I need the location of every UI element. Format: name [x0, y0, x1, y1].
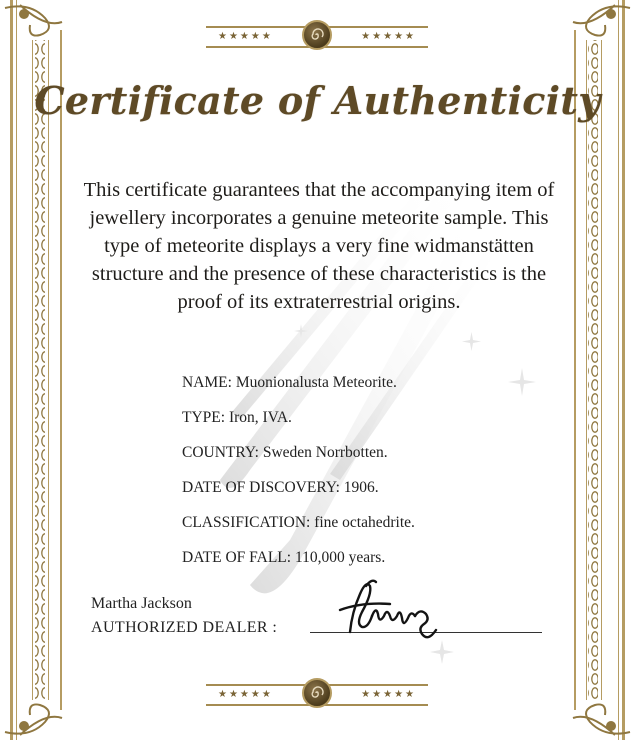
handwritten-signature — [332, 572, 452, 652]
detail-value: 110,000 years. — [294, 549, 386, 566]
certificate-title: Certificate of Authenticity — [34, 78, 601, 123]
detail-value: fine octahedrite. — [314, 514, 415, 531]
detail-row-type — [182, 403, 522, 438]
detail-row-discovery — [182, 473, 522, 508]
top-ornament-stars-left: ★★★★★ — [218, 31, 273, 42]
detail-value: Muonionalusta Meteorite. — [235, 374, 397, 391]
detail-label: DATE OF FALL: — [182, 549, 292, 566]
corner-flourish-top-left — [5, 5, 62, 36]
swirl-medallion-icon — [302, 678, 332, 708]
top-ornament — [206, 22, 428, 52]
detail-value: 1906. — [343, 479, 379, 496]
corner-flourish-bottom-right — [573, 704, 630, 735]
bottom-ornament — [206, 680, 428, 710]
detail-row-country — [182, 438, 522, 473]
detail-value: Iron, IVA. — [228, 409, 292, 426]
detail-row-classification — [182, 508, 522, 543]
dealer-label: AUTHORIZED DEALER : — [91, 619, 278, 636]
dealer-name: Martha Jackson — [91, 595, 192, 612]
detail-label: CLASSIFICATION: — [182, 514, 311, 531]
top-ornament-stars-right: ★★★★★ — [361, 31, 416, 42]
corner-flourish-bottom-left — [5, 704, 62, 735]
detail-row-name — [182, 368, 522, 403]
detail-label: COUNTRY: — [182, 444, 259, 461]
meteorite-details — [182, 368, 522, 578]
bottom-ornament-stars-left: ★★★★★ — [218, 689, 273, 700]
bottom-ornament-stars-right: ★★★★★ — [361, 689, 416, 700]
detail-label: NAME: — [182, 374, 232, 391]
detail-label: DATE OF DISCOVERY: — [182, 479, 340, 496]
certificate-body-text: This certificate guarantees that the accompanying item of jewellery incorporates a genuine meteorite sample. This type of meteorite displays a very fine widmanstätten structure and the presence of these characteristics is the proof of its extraterrestrial origins. — [83, 179, 555, 313]
detail-value: Sweden Norrbotten. — [262, 444, 388, 461]
swirl-medallion-icon — [302, 20, 332, 50]
detail-label: TYPE: — [182, 409, 226, 426]
corner-flourish-top-right — [573, 5, 630, 36]
